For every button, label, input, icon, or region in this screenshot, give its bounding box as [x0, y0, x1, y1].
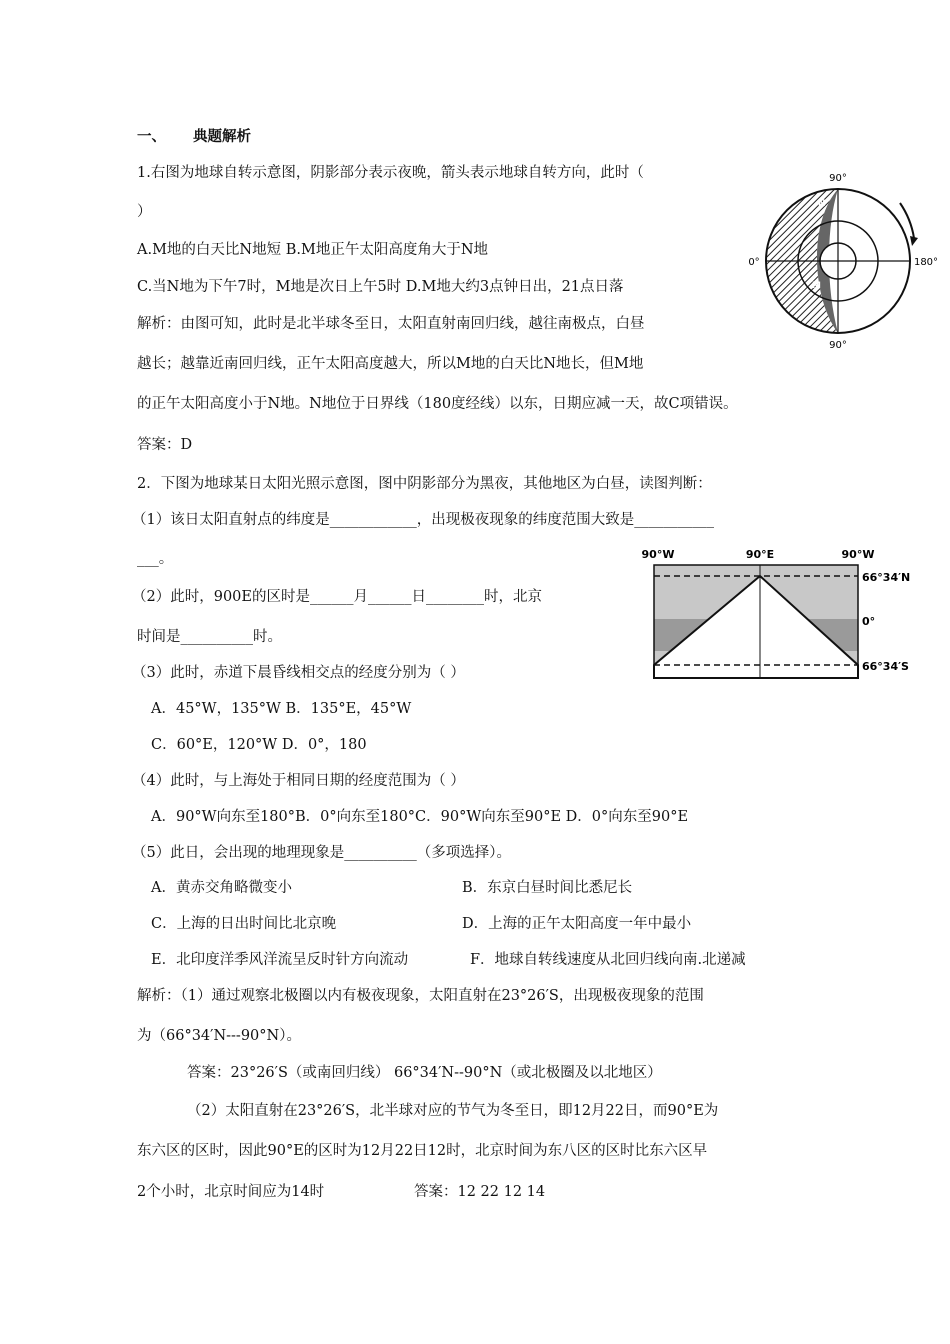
q2-analysis: 2个小时，北京时间应为14时 [137, 1184, 325, 1200]
section-number: 一、 [137, 129, 166, 145]
label-90w-right: 90°W [841, 548, 875, 561]
q1-stem: 1.右图为地球自转示意图，阴影部分表示夜晚，箭头表示地球自转方向，此时（ [137, 165, 644, 181]
q1-analysis: 解析：由图可知，此时是北半球冬至日，太阳直射南回归线，越往南极点，白昼 [137, 316, 645, 332]
label-top: 90° [829, 173, 847, 184]
q2-part1-cont: ___。 [137, 551, 174, 567]
q2-part5-stem: （5）此日，会出现的地理现象是__________（多项选择）。 [132, 845, 511, 861]
label-left: 0° [748, 257, 760, 268]
q2-part5-option-f: F．地球自转线速度从北回归线向南.北递减 [470, 952, 746, 968]
q2-part5-option-c: C．上海的日出时间比北京晚 [151, 916, 337, 932]
q2-analysis: 为（66°34′N---90°N）。 [137, 1028, 301, 1044]
earth-rotation-figure [742, 168, 942, 350]
q2-part2: （2）此时，900E的区时是______月______日________时，北京 [132, 589, 542, 605]
label-equator: 0° [862, 615, 876, 628]
q2-part4-options: A．90°W向东至180°B．0°向东至180°C．90°W向东至90°E D．0°向东至90°E [151, 809, 689, 825]
label-right: 180° [913, 257, 939, 268]
q2-analysis: 东六区的区时，因此90°E的区时为12月22日12时，北京时间为东八区的区时比东六区早 [137, 1143, 708, 1159]
q2-part1: （1）该日太阳直射点的纬度是____________，出现极夜现象的纬度范围大致是___________ [132, 512, 714, 528]
arrow-head-icon [910, 236, 918, 246]
q2-part3-options-ab: A．45°W，135°W B．135°E，45°W [151, 701, 412, 717]
q2-part3-stem: （3）此时，赤道下晨昏线相交点的经度分别为（ ） [132, 665, 465, 681]
label-90w-left: 90°W [641, 548, 675, 561]
q2-analysis: 解析：（1）通过观察北极圈以内有极夜现象，太阳直射在23°26′S，出现极夜现象的范围 [137, 988, 704, 1004]
point-m: M [812, 281, 821, 291]
q2-analysis: （2）太阳直射在23°26′S，北半球对应的节气为冬至日，即12月22日，而90°E为 [187, 1103, 719, 1119]
point-n: N [818, 199, 826, 209]
q2-part5-option-d: D．上海的正午太阳高度一年中最小 [462, 916, 692, 932]
q1-analysis: 的正午太阳高度小于N地。N地位于日界线（180度经线）以东，日期应减一天，故C项错误。 [137, 396, 738, 412]
label-66n: 66°34′N [862, 571, 911, 584]
q2-stem: 2．下图为地球某日太阳光照示意图，图中阴影部分为黑夜，其他地区为白昼，读图判断： [137, 476, 712, 492]
q2-part5-option-a: A．黄赤交角略微变小 [151, 880, 292, 896]
section-title: 典题解析 [193, 129, 251, 145]
q1-options-cd: C.当N地为下午7时，M地是次日上午5时 D.M地大约3点钟日出，21点日落 [137, 279, 624, 295]
q1-answer: 答案：D [137, 437, 193, 453]
q1-analysis: 越长；越靠近南回归线，正午太阳高度越大，所以M地的白天比N地长，但M地 [137, 356, 644, 372]
q2-part4-stem: （4）此时，与上海处于相同日期的经度范围为（ ） [132, 773, 465, 789]
rotation-arrow-icon [900, 203, 914, 238]
label-90e: 90°E [745, 548, 775, 561]
q2-part5-option-e: E．北印度洋季风洋流呈反时针方向流动 [151, 952, 409, 968]
q2-part2-cont: 时间是__________时。 [137, 629, 282, 645]
label-66s: 66°34′S [862, 660, 909, 673]
q2-part5-option-b: B．东京白昼时间比悉尼长 [462, 880, 633, 896]
q1-stem-end: ） [137, 204, 152, 220]
label-bottom: 90° [829, 340, 847, 350]
illumination-figure [636, 543, 916, 681]
q2-answer-2: 答案：12 22 12 14 [414, 1184, 546, 1200]
q2-answer-1: 答案：23°26′S（或南回归线） 66°34′N--90°N（或北极圈及以北地区） [187, 1065, 662, 1081]
q2-part3-options-cd: C．60°E，120°W D．0°，180 [151, 737, 367, 753]
q1-options-ab: A.M地的白天比N地短 B.M地正午太阳高度角大于N地 [137, 242, 489, 258]
